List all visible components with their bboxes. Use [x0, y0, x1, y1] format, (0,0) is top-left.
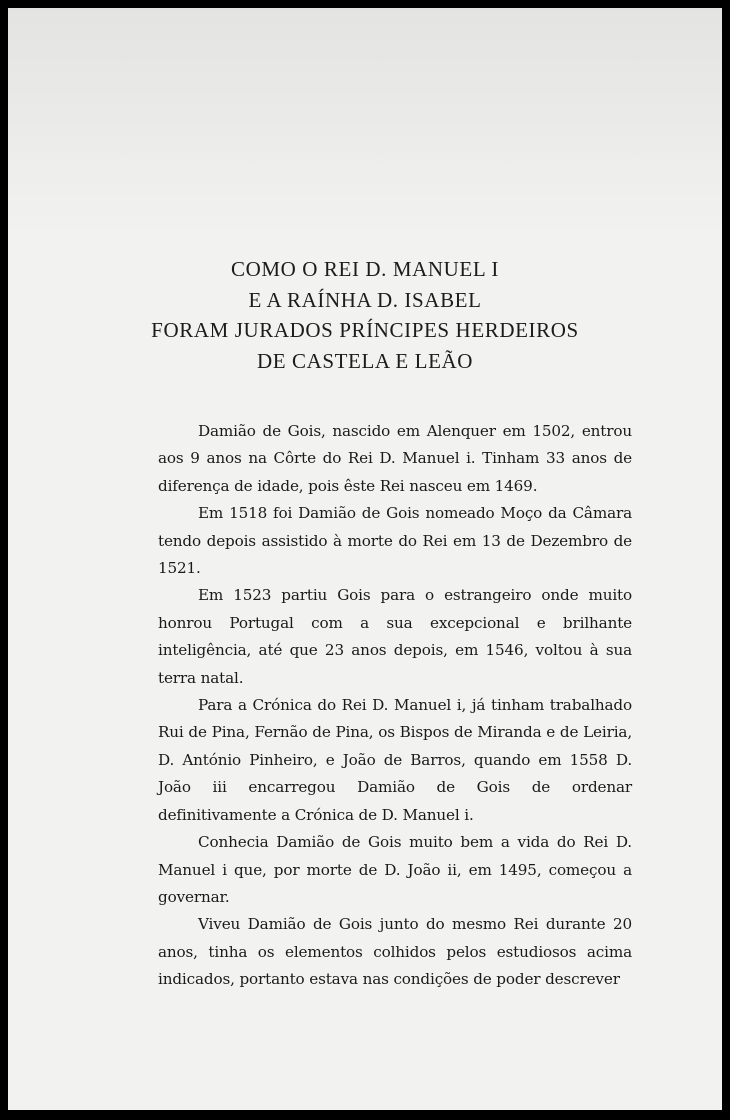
document-page	[8, 8, 722, 1110]
chapter-title-line-1: COMO O REI D. MANUEL I	[231, 257, 499, 281]
chapter-title-line-3: FORAM JURADOS PRÍNCIPES HERDEIROS	[151, 318, 579, 342]
paragraph: Conhecia Damião de Gois muito bem a vida do Rei D. Manuel i que, por morte de D. João ii, em 1495, começou a governar.	[158, 833, 632, 906]
chapter-title-line-2: E A RAÍNHA D. ISABEL	[248, 287, 482, 312]
paragraph: Para a Crónica do Rei D. Manuel i, já tinham trabalhado Rui de Pina, Fernão de Pina, os Bispos de Miranda e de Leiria, D. António Pinheiro, e João de Barros, quando em 1558 D. João iii encarregou Damião de Gois de ordenar definitivamente a Crónica de D. Manuel i.	[158, 696, 632, 824]
paragraph: Viveu Damião de Gois junto do mesmo Rei durante 20 anos, tinha os elementos colhidos pelos estudiosos acima indicados, portanto estava nas condições de poder descrever	[158, 915, 632, 989]
chapter-title	[8, 254, 722, 376]
paragraph: Em 1523 partiu Gois para o estrangeiro onde muito honrou Portugal com a sua excepcional e brilhante inteligência, até que 23 anos depois, em 1546, voltou à sua terra natal.	[158, 586, 632, 687]
body-text	[158, 418, 632, 994]
chapter-title-line-4: DE CASTELA E LEÃO	[256, 348, 474, 373]
paragraph: Damião de Gois, nascido em Alenquer em 1502, entrou aos 9 anos na Côrte do Rei D. Manuel i. Tinham 33 anos de diferença de idade, pois êste Rei nasceu em 1469.	[158, 422, 632, 495]
paragraph: Em 1518 foi Damião de Gois nomeado Moço da Câmara tendo depois assistido à morte do Rei em 13 de Dezembro de 1521.	[158, 504, 632, 578]
